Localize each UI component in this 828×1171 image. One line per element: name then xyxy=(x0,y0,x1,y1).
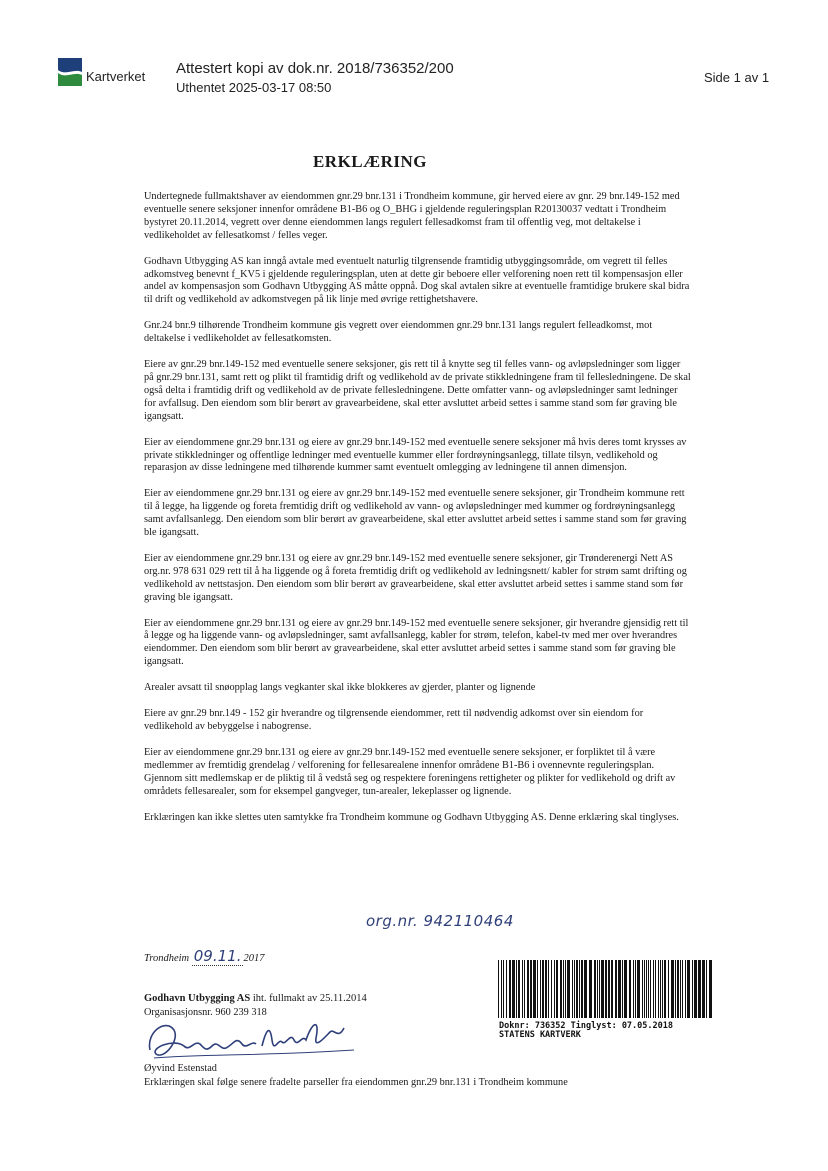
place-date-line xyxy=(144,947,264,966)
paragraph-5: Eier av eiendommene gnr.29 bnr.131 og eiere av gnr.29 bnr.149-152 med eventuelle senere seksjoner må hvis deres tomt krysses av private stikkledninger og offentlige ledninger med eventuelle kummer eller fordrøyningsanlegg, tillate tilsyn, vedlikehold og reparasjon av disse ledningene med tilhørende kummer samt eventuelt omlegging av ledningene til annen dimensjon. xyxy=(144,436,687,474)
organization-number: Organisasjonsnr. 960 239 318 xyxy=(144,1007,267,1018)
paragraph-9: Arealer avsatt til snøopplag langs vegkanter skal ikke blokkeres av gjerder, planter og lignende xyxy=(144,682,536,694)
signer-name: Øyvind Estenstad xyxy=(144,1063,217,1074)
paragraph-8: Eier av eiendommene gnr.29 bnr.131 og eiere av gnr.29 bnr.149-152 med eventuelle senere seksjoner, gir hverandre gjensidig rett til å legge og ha liggende vann- og avløpsledninger, samt avfallsanlegg, kabler for strøm, telefon, kabel-tv med mer over hverandres eiendommer. Den eiendom som blir berørt av gravearbeidene, skal etter avsluttet arbeid settes i samme stand som før graving ble igangsatt. xyxy=(144,617,689,668)
document-title: ERKLÆRING xyxy=(312,152,428,171)
place-name: Trondheim xyxy=(144,953,190,964)
handwritten-date: 09.11. xyxy=(193,947,242,965)
year: 2017 xyxy=(243,953,265,964)
handwritten-orgnr: org.nr. 942110464 xyxy=(366,912,514,930)
barcode-graphic xyxy=(498,960,714,1018)
paragraph-3: Gnr.24 bnr.9 tilhørende Trondheim kommune gis vegrett over eiendommen gnr.29 bnr.131 langs regulert felleadkomst, mot deltakelse i vedlikeholdet av fellesatkomsten. xyxy=(144,320,653,345)
company-authority: iht. fullmakt av 25.11.2014 xyxy=(252,993,367,1004)
company-name: Godhavn Utbygging AS xyxy=(144,993,251,1004)
paragraph-12: Erklæringen kan ikke slettes uten samtykke fra Trondheim kommune og Godhavn Utbygging AS. Denne erklæring skal tinglyses. xyxy=(144,811,679,823)
logo-text: Kartverket xyxy=(86,69,146,84)
paragraph-10: Eiere av gnr.29 bnr.149 - 152 gir hverandre og tilgrensende eiendommer, rett til nødvendig adkomst over sin eiendom for vedlikehold av bebyggelse i nabogrense. xyxy=(144,708,644,732)
company-line xyxy=(144,993,367,1004)
stamp-doknr: Doknr: 736352 Tinglyst: 07.05.2018 xyxy=(499,1021,673,1031)
paragraph-7: Eier av eiendommene gnr.29 bnr.131 og eiere av gnr.29 bnr.149-152 med eventuelle senere seksjoner, gir Trønderenergi Nett AS org.nr. 978 631 029 rett til å ha liggende og å foreta fremtidig drift og vedlikehold av ledningsnett/ kabler for strøm samt drifting og vedlikehold av nettstasjon. Den eiendom som blir berørt av gravearbeidene, skal etter avsluttet arbeid settes i samme stand som før graving ble igangsatt. xyxy=(144,552,687,603)
footnote: Erklæringen skal følge senere fradelte parseller fra eiendommen gnr.29 bnr.131 i Trondheim kommune xyxy=(144,1077,568,1088)
signature-graphic xyxy=(144,1010,364,1070)
paragraph-6: Eier av eiendommene gnr.29 bnr.131 og eiere av gnr.29 bnr.149-152 med eventuelle senere seksjoner, gir Trondheim kommune rett til å legge, ha liggende og foreta fremtidig drift og vedlikehold av vann- og avløpsledninger med kummer og fordrøyningsanlegg samt avfallsanlegg. Den eiendom som blir berørt av gravearbeidene, skal etter avsluttet arbeid settes i samme stand som før graving ble igangsatt. xyxy=(144,488,687,539)
paragraph-1: Undertegnede fullmaktshaver av eiendommen gnr.29 bnr.131 i Trondheim kommune, gir herved eiere av gnr. 29 bnr.149-152 med eventuelle senere seksjoner innenfor områdene B1-B6 og O_BHG i gjeldende reguleringsplan R20130037 vedtatt i Trondheim bystyret 20.11.2014, vegrett over denne eiendommen langs regulert fellesadkomst fram til offentlig veg, mot deltakelse i vedlikeholdet av fellesatkomst / felles veger. xyxy=(144,191,680,241)
page-indicator: Side 1 av 1 xyxy=(704,70,770,85)
document-body xyxy=(144,191,692,837)
stamp-authority: STATENS KARTVERK xyxy=(499,1030,581,1040)
kartverket-logo-icon xyxy=(58,58,82,86)
header-title: Attestert kopi av dok.nr. 2018/736352/200 xyxy=(176,60,454,77)
header-retrieved: Uthentet 2025-03-17 08:50 xyxy=(176,80,332,95)
paragraph-2: Godhavn Utbygging AS kan inngå avtale med eventuelt naturlig tilgrensende framtidig utbyggingsområde, om vegrett til felles adkomstveg benevnt f_KV5 i gjeldende reguleringsplan, uten at dette gir beboere eller velforening noen rett til kompensasjon eller andel av kompensasjon som Godhavn Utbygging AS måtte oppnå. Dog skal avtalen sikre at eventuelle framtidige brukere skal bidra til drift og vedlikehold av adkomstvegen på lik linje med øvrige rettighetshavere. xyxy=(144,255,690,306)
paragraph-11: Eier av eiendommene gnr.29 bnr.131 og eiere av gnr.29 bnr.149-152 med eventuelle senere seksjoner, er forpliktet til å være medlemmer av fremtidig grendelag / velforening for fellesarealene innenfor områdene B1-B6 i ovennevnte reguleringsplan. Gjennom sitt medlemskap er de pliktig til å vedstå seg og respektere foreningens rettigheter og plikter for vedlikehold og drift av områdets fellesarealer, som for eksempel gangveger, tun-arealer, lekeplasser og lignende. xyxy=(144,746,676,797)
paragraph-4: Eiere av gnr.29 bnr.149-152 med eventuelle senere seksjoner, gis rett til å knytte seg til felles vann- og avløpsledninger som ligger på gnr.29 bnr.131, samt rett og plikt til framtidig drift og vedlikehold av de private stikkledningene fram til fellesledningene. De skal også delta i framtidig drift og vedlikehold av de private fellesledningene. Dette omfatter vann- og avløpsledninger samt ledninger for avfallsug. Den eiendom som blir berørt av gravearbeidene, skal etter avsluttet arbeid settes i samme stand som før graving ble igangsatt. xyxy=(144,359,691,422)
